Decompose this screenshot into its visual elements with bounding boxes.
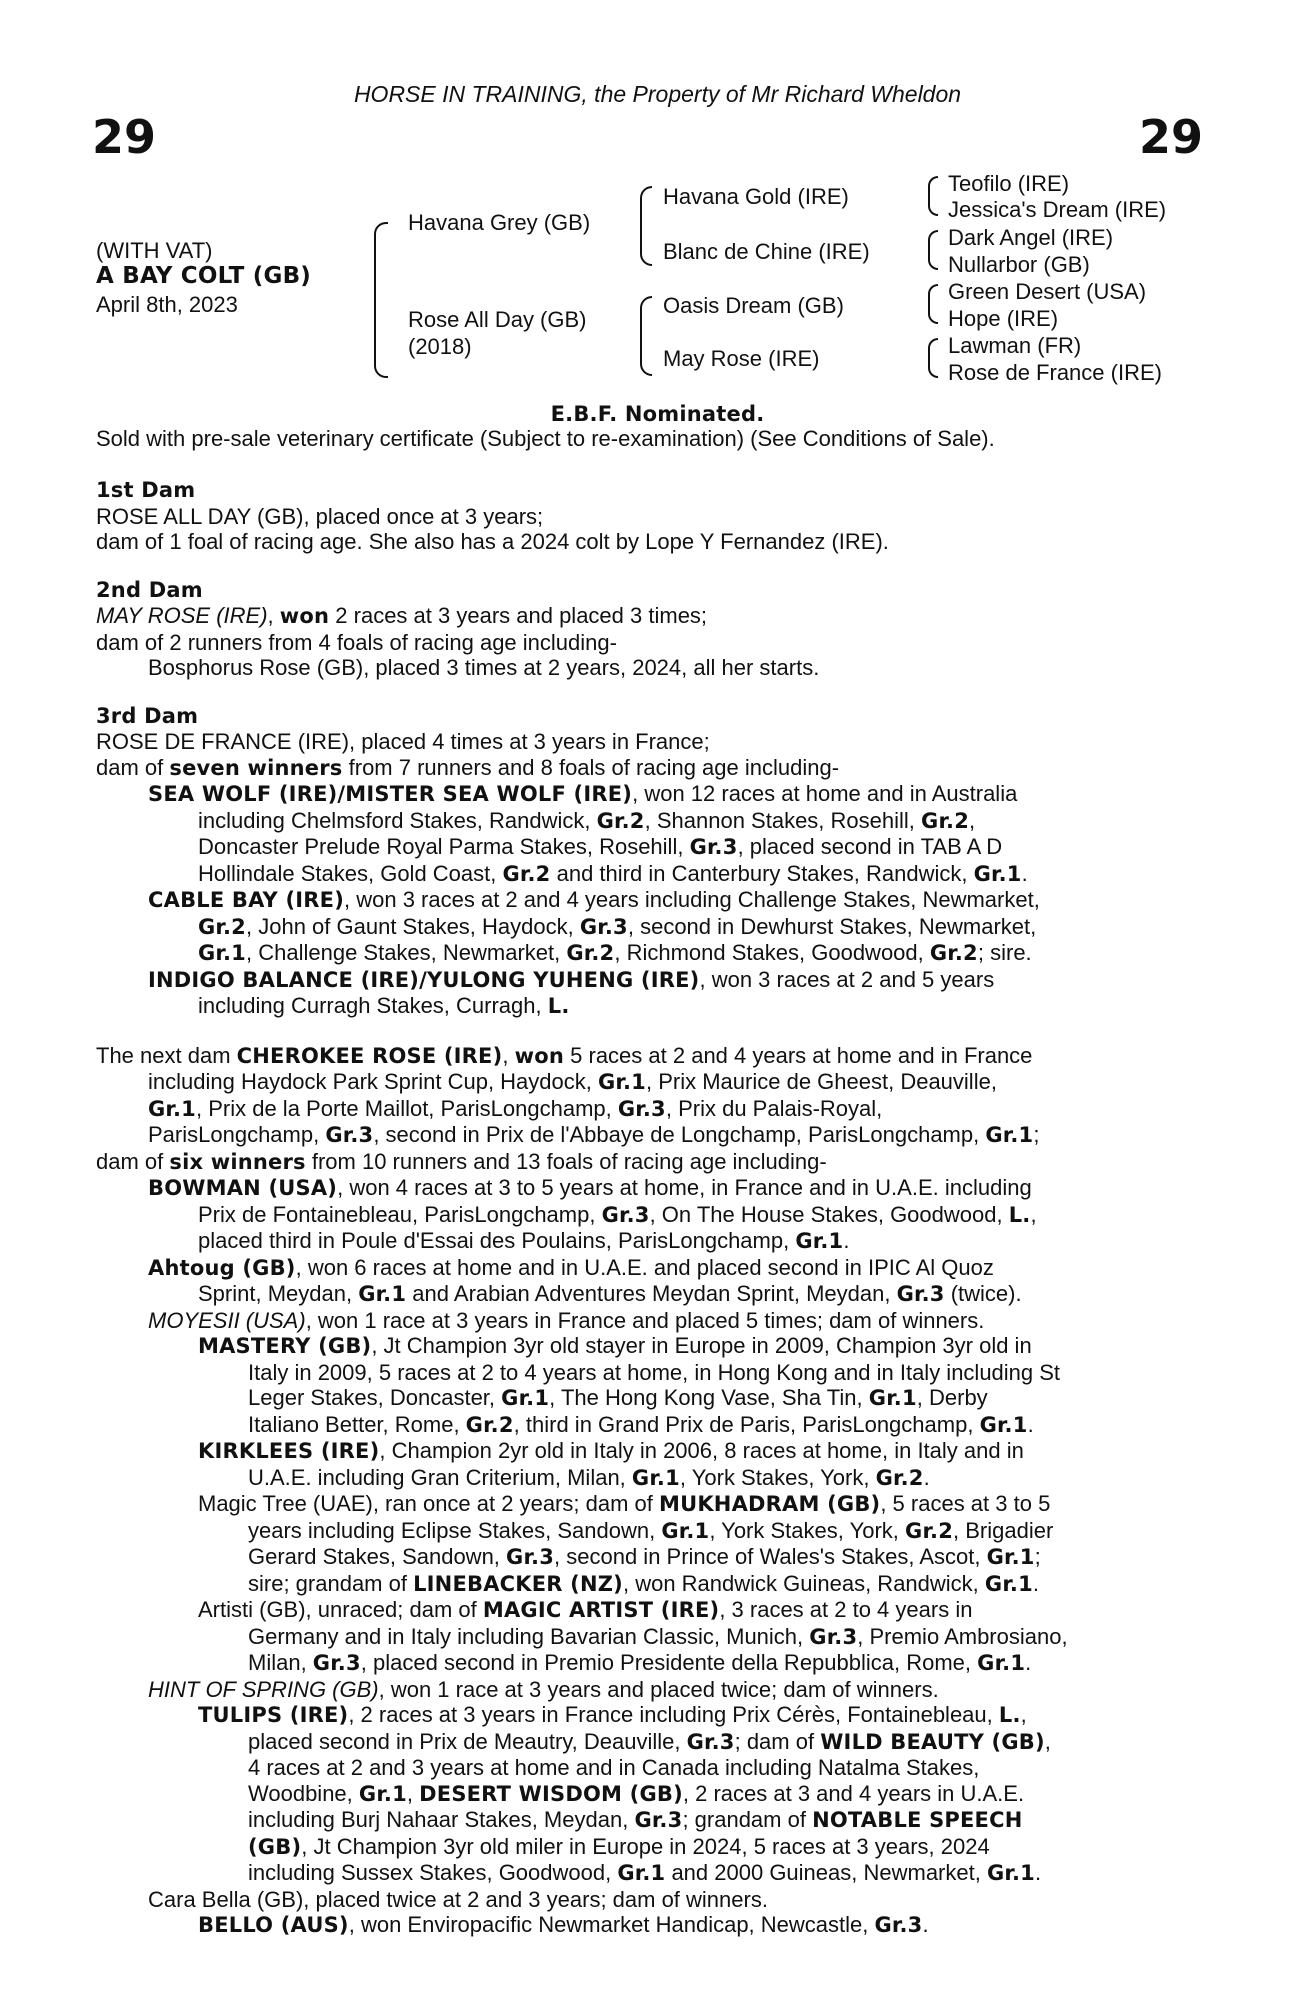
text-run: , York Stakes, York, <box>709 1517 906 1543</box>
sire-dam: Blanc de Chine (IRE) <box>663 239 870 264</box>
next-dam-line <box>96 1149 1206 1176</box>
text-run: from 10 runners and 13 foals of racing age including- <box>305 1148 827 1174</box>
bold-text: NOTABLE SPEECH <box>812 1808 1023 1832</box>
bold-text: L. <box>998 1703 1021 1727</box>
bold-text: Gr.2 <box>875 1465 924 1490</box>
text-run: , Challenge Stakes, Newmarket, <box>246 940 567 965</box>
winner-name: BOWMAN (USA) <box>148 1176 338 1200</box>
text-run: , 2 races at 3 years in France including Prix Cérès, Fontainebleau, <box>348 1702 999 1727</box>
winner-name: MUKHADRAM (GB) <box>658 1492 881 1516</box>
vat-note: (WITH VAT) <box>96 238 213 263</box>
text-run: , won 3 races at 2 and 4 years including Challenge Stakes, Newmarket, <box>344 887 1040 912</box>
text-run: 2 races at 3 years and placed 3 times; <box>329 603 708 628</box>
produce-line <box>96 1834 1206 1861</box>
bold-text: Gr.1 <box>358 1781 407 1806</box>
sire-name: Havana Grey (GB) <box>408 210 591 235</box>
produce-line <box>96 861 1206 888</box>
brace-ds <box>928 284 938 324</box>
spacer <box>96 1020 1206 1043</box>
produce-line <box>96 1491 1206 1518</box>
text-run: , won 1 race at 3 years and placed twice; dam of winners. <box>378 1676 939 1702</box>
second-dam-line: dam of 2 runners from 4 foals of racing age including- <box>96 629 617 655</box>
produce-line <box>96 834 1206 861</box>
bold-text: Gr.1 <box>661 1518 710 1543</box>
bold-text: Gr.3 <box>686 1729 735 1754</box>
text-run: , second in Prix de l'Abbaye de Longchamp, ParisLongchamp, <box>373 1122 986 1147</box>
dam-produce-record <box>96 478 1206 1939</box>
text-run: , Derby <box>916 1385 988 1410</box>
text-run: Woodbine, <box>248 1780 359 1806</box>
next-dam-line <box>96 1122 1206 1149</box>
first-dam-line: ROSE ALL DAY (GB), placed once at 3 years; <box>96 503 544 529</box>
produce-line <box>96 1255 1206 1282</box>
text-run: , Prix de la Porte Maillot, ParisLongchamp, <box>196 1095 618 1121</box>
dam-year: (2018) <box>408 334 472 359</box>
winner-name: KIRKLEES (IRE) <box>198 1439 380 1463</box>
second-dam-line <box>96 603 1206 630</box>
bold-text: Gr.3 <box>896 1282 945 1306</box>
text-run: Hollindale Stakes, Gold Coast, <box>198 860 503 886</box>
winner-name: BELLO (AUS) <box>198 1913 349 1937</box>
text-run: dam of <box>96 754 170 780</box>
text-run: , Champion 2yr old in Italy in 2006, 8 races at home, in Italy and in <box>379 1438 1024 1463</box>
dsd: Hope (IRE) <box>948 306 1059 331</box>
winner-name: SEA WOLF (IRE)/MISTER SEA WOLF (IRE) <box>148 782 633 806</box>
text-run: Magic Tree (UAE), ran once at 2 years; dam of <box>198 1491 659 1516</box>
winner-name: MASTERY (GB) <box>198 1334 372 1358</box>
produce-line <box>96 1702 1206 1729</box>
text-run: , On The House Stakes, Goodwood, <box>649 1201 1009 1227</box>
lot-number-left: 29 <box>92 110 157 164</box>
brace-dam <box>640 296 652 376</box>
bold-text: Gr.1 <box>973 861 1022 886</box>
dam-dam: May Rose (IRE) <box>663 346 820 371</box>
first-dam-line: dam of 1 foal of racing age. She also has a 2024 colt by Lope Y Fernandez (IRE). <box>96 529 889 554</box>
text-run: 5 races at 2 and 4 years at home and in France <box>564 1042 1033 1068</box>
produce-line <box>96 1912 1206 1939</box>
next-dam-line <box>96 1096 1206 1123</box>
bold-text: Gr.3 <box>617 1096 666 1121</box>
horse-name: A BAY COLT (GB) <box>96 263 312 289</box>
text-run: , York Stakes, York, <box>679 1464 876 1490</box>
bold-text: DESERT WISDOM (GB) <box>419 1781 683 1806</box>
text-run: , Shannon Stakes, Rosehill, <box>644 807 922 833</box>
bold-text: Gr.1 <box>979 1412 1028 1437</box>
produce-line <box>96 1518 1206 1545</box>
text-run: including Curragh Stakes, Curragh, <box>198 993 548 1018</box>
text-run: and 2000 Guineas, Newmarket, <box>665 1860 987 1885</box>
bold-text: Gr.2 <box>921 808 970 833</box>
text-run: , won Enviropacific Newmarket Handicap, Newcastle, <box>348 1912 875 1937</box>
text-run: , second in Dewhurst Stakes, Newmarket, <box>627 913 1037 939</box>
text-run: . <box>843 1228 850 1253</box>
bold-text: won <box>514 1043 565 1068</box>
bold-text: Gr.3 <box>312 1651 361 1675</box>
text-run: including Haydock Park Sprint Cup, Haydock, <box>148 1069 598 1094</box>
text-run: placed third in Poule d'Essai des Poulains, ParisLongchamp, <box>198 1228 796 1253</box>
next-dam-line <box>96 1043 1206 1070</box>
produce-line <box>96 1175 1206 1202</box>
bold-text: Gr.2 <box>465 1412 514 1437</box>
dam-name: HINT OF SPRING (GB) <box>148 1676 379 1702</box>
sire-sire: Havana Gold (IRE) <box>663 184 849 209</box>
dss: Green Desert (USA) <box>948 279 1147 304</box>
bold-text: Gr.1 <box>148 1096 196 1121</box>
dam-sire: Oasis Dream (GB) <box>663 293 844 318</box>
text-run: ; dam of <box>734 1728 821 1754</box>
text-run: , Premio Ambrosiano, <box>857 1623 1068 1649</box>
text-run: including Burj Nahaar Stakes, Meydan, <box>248 1807 635 1832</box>
bold-text: Gr.1 <box>631 1465 680 1490</box>
winner-name: INDIGO BALANCE (IRE)/YULONG YUHENG (IRE) <box>148 967 700 992</box>
text-run: from 7 runners and 8 foals of racing age including- <box>342 754 840 780</box>
text-run: . <box>922 1912 929 1937</box>
text-run: including Sussex Stakes, Goodwood, <box>248 1860 618 1885</box>
spacer <box>96 555 1206 578</box>
bold-text: Gr.3 <box>634 1808 683 1832</box>
bold-text: (GB) <box>248 1834 302 1859</box>
sds: Dark Angel (IRE) <box>948 225 1114 250</box>
produce-line: Cara Bella (GB), placed twice at 2 and 3 years; dam of winners. <box>148 1886 768 1912</box>
bold-text: Gr.1 <box>198 941 246 965</box>
produce-line <box>96 967 1206 994</box>
produce-line <box>96 1781 1206 1808</box>
spacer <box>96 681 1206 704</box>
bold-text: Gr.3 <box>601 1202 650 1227</box>
bold-text: Gr.2 <box>929 941 978 965</box>
lot-number-right: 29 <box>1138 110 1203 164</box>
text-run: Sprint, Meydan, <box>198 1281 359 1306</box>
text-run: , <box>406 1780 420 1806</box>
bold-text: Gr.2 <box>566 941 615 965</box>
produce-line <box>96 993 1206 1020</box>
text-run: , 2 races at 3 and 4 years in U.A.E. <box>682 1780 1025 1806</box>
bold-text: Gr.1 <box>358 1282 407 1306</box>
bold-text: L. <box>547 994 570 1018</box>
dam-name: MAY ROSE (IRE) <box>96 603 268 628</box>
text-run: sire; grandam of <box>248 1570 414 1596</box>
bold-text: Gr.3 <box>506 1545 555 1569</box>
text-run: years including Eclipse Stakes, Sandown, <box>248 1517 662 1543</box>
produce-line <box>96 887 1206 914</box>
next-dam-line <box>96 1069 1206 1096</box>
bold-text: Gr.1 <box>985 1123 1034 1147</box>
text-run: . <box>1034 1860 1042 1885</box>
text-run: . <box>1027 1411 1034 1437</box>
bold-text: Gr.1 <box>501 1386 550 1410</box>
text-run: , <box>969 807 976 833</box>
produce-line <box>96 1465 1206 1492</box>
bold-text: Gr.1 <box>795 1229 844 1253</box>
text-run: , won 12 races at home and in Australia <box>632 781 1018 806</box>
produce-line <box>96 1385 1206 1412</box>
produce-line <box>96 1571 1206 1598</box>
produce-line <box>96 1228 1206 1255</box>
produce-line <box>96 940 1206 967</box>
sdd: Nullarbor (GB) <box>948 252 1090 277</box>
text-run: Milan, <box>248 1650 313 1675</box>
text-run: , placed second in Premio Presidente della Repubblica, Rome, <box>360 1650 978 1675</box>
text-run: dam of <box>96 1148 170 1174</box>
produce-line <box>96 1202 1206 1229</box>
produce-line <box>96 1308 1206 1334</box>
text-run: , <box>502 1042 515 1068</box>
text-run: Gerard Stakes, Sandown, <box>248 1544 507 1569</box>
third-dam-heading: 3rd Dam <box>96 703 199 728</box>
text-run: ; grandam of <box>682 1807 813 1832</box>
bold-text: L. <box>1008 1202 1031 1227</box>
produce-line <box>96 1860 1206 1887</box>
text-run: , Prix du Palais-Royal, <box>665 1095 883 1121</box>
produce-line <box>96 1624 1206 1651</box>
bold-text: WILD BEAUTY (GB) <box>820 1729 1045 1754</box>
text-run: , <box>1020 1702 1027 1727</box>
produce-line <box>96 914 1206 941</box>
text-run: U.A.E. including Gran Criterium, Milan, <box>248 1464 632 1490</box>
text-run: . <box>1032 1570 1040 1596</box>
produce-line <box>96 1597 1206 1624</box>
produce-line <box>96 808 1206 835</box>
text-run: Doncaster Prelude Royal Parma Stakes, Rosehill, <box>198 834 690 859</box>
text-run: , Brigadier <box>953 1517 1054 1543</box>
second-dam-line: Bosphorus Rose (GB), placed 3 times at 2 years, 2024, all her starts. <box>148 655 820 680</box>
text-run: Italiano Better, Rome, <box>248 1411 466 1437</box>
text-run: and third in Canterbury Stakes, Randwick, <box>550 860 974 886</box>
text-run: , John of Gaunt Stakes, Haydock, <box>246 913 580 939</box>
text-run: . <box>1021 860 1028 886</box>
ssd: Jessica's Dream (IRE) <box>948 197 1167 222</box>
bold-text: Gr.1 <box>977 1651 1026 1675</box>
text-run: Prix de Fontainebleau, ParisLongchamp, <box>198 1201 602 1227</box>
brace-sd <box>928 230 938 270</box>
text-run: , Jt Champion 3yr old stayer in Europe in 2009, Champion 3yr old in <box>371 1333 1032 1358</box>
text-run: , won 1 race at 3 years in France and placed 5 times; dam of winners. <box>305 1307 985 1333</box>
bold-text: six winners <box>169 1149 306 1174</box>
third-dam-line: ROSE DE FRANCE (IRE), placed 4 times at 3 years in France; <box>96 729 710 754</box>
bold-text: Gr.2 <box>596 808 645 833</box>
text-run: . <box>1025 1650 1032 1675</box>
text-run: , <box>1044 1728 1051 1754</box>
ebf-note: E.B.F. Nominated. <box>550 402 765 426</box>
text-run: , Richmond Stakes, Goodwood, <box>614 940 930 965</box>
bold-text: seven winners <box>169 755 343 780</box>
dam-name: MOYESII (USA) <box>148 1307 306 1333</box>
text-run: Germany and in Italy including Bavarian Classic, Munich, <box>248 1623 810 1649</box>
text-run: , <box>267 603 280 628</box>
text-run: , third in Grand Prix de Paris, ParisLongchamp, <box>513 1411 980 1437</box>
bold-text: Gr.1 <box>617 1861 666 1885</box>
bold-text: LINEBACKER (NZ) <box>413 1571 623 1596</box>
bold-text: Gr.1 <box>986 1861 1035 1885</box>
bold-text: Gr.3 <box>874 1913 923 1937</box>
foaling-date: April 8th, 2023 <box>96 292 238 317</box>
winner-name: MAGIC ARTIST (IRE) <box>482 1598 720 1622</box>
text-run: , placed second in TAB A D <box>737 834 1003 859</box>
text-run: Leger Stakes, Doncaster, <box>248 1385 502 1410</box>
third-dam-line <box>96 755 1206 782</box>
dam-name: Rose All Day (GB) <box>408 307 587 332</box>
text-run: , 3 races at 2 to 4 years in <box>719 1597 973 1622</box>
bold-text: Gr.1 <box>986 1545 1035 1569</box>
first-dam-heading: 1st Dam <box>96 478 196 502</box>
text-run: , <box>1030 1201 1037 1227</box>
bold-text: Gr.1 <box>598 1070 646 1094</box>
text-run: , won 6 races at home and in U.A.E. and placed second in IPIC Al Quoz <box>295 1254 994 1280</box>
winner-name: TULIPS (IRE) <box>198 1703 349 1727</box>
won-label: won <box>279 604 330 628</box>
produce-line <box>96 1544 1206 1571</box>
bold-text: Gr.1 <box>984 1571 1033 1596</box>
text-run: , won 4 races at 3 to 5 years at home, in France and in U.A.E. including <box>337 1175 1032 1200</box>
sss: Teofilo (IRE) <box>948 171 1070 196</box>
text-run: , Prix Maurice de Gheest, Deauville, <box>646 1069 997 1094</box>
produce-line <box>96 1333 1206 1360</box>
text-run: ; sire. <box>977 940 1032 965</box>
produce-line <box>96 1729 1206 1756</box>
produce-line <box>96 1281 1206 1308</box>
text-run: The next dam <box>96 1042 237 1068</box>
text-run: ; <box>1033 1122 1040 1147</box>
text-run: (twice). <box>944 1281 1022 1306</box>
bold-text: Gr.2 <box>502 861 551 886</box>
text-run: including Chelmsford Stakes, Randwick, <box>198 807 597 833</box>
text-run: , Jt Champion 3yr old miler in Europe in 2024, 5 races at 3 years, 2024 <box>301 1833 990 1859</box>
bold-text: Gr.1 <box>868 1386 917 1410</box>
bold-text: Gr.3 <box>579 914 628 939</box>
bold-text: Gr.3 <box>325 1123 374 1147</box>
produce-line: Italy in 2009, 5 races at 2 to 4 years at home, in Hong Kong and in Italy including St <box>248 1359 1061 1385</box>
next-dam-name: CHEROKEE ROSE (IRE) <box>236 1043 503 1068</box>
brace-ss <box>928 176 938 216</box>
produce-line <box>96 1438 1206 1465</box>
text-run: Artisti (GB), unraced; dam of <box>198 1597 483 1622</box>
bold-text: Gr.3 <box>809 1624 858 1649</box>
produce-line <box>96 1650 1206 1677</box>
page-header: HORSE IN TRAINING, the Property of Mr Richard Wheldon <box>353 81 962 107</box>
text-run: , second in Prince of Wales's Stakes, Ascot, <box>554 1544 987 1569</box>
vet-note: Sold with pre-sale veterinary certificate (Subject to re-examination) (See Conditions of Sale). <box>96 426 995 451</box>
produce-line <box>96 781 1206 808</box>
ddd: Rose de France (IRE) <box>948 360 1162 385</box>
text-run: placed second in Prix de Meautry, Deauville, <box>248 1728 687 1754</box>
bold-text: Gr.2 <box>905 1518 954 1543</box>
brace-sire <box>640 186 652 266</box>
text-run: ; <box>1034 1544 1041 1569</box>
text-run: , won 3 races at 2 and 5 years <box>699 966 995 992</box>
winner-name: CABLE BAY (IRE) <box>148 888 344 912</box>
produce-line <box>96 1412 1206 1439</box>
dds: Lawman (FR) <box>948 333 1082 358</box>
text-run: , won Randwick Guineas, Randwick, <box>622 1570 985 1596</box>
bold-text: Gr.3 <box>689 835 738 859</box>
brace-dd <box>928 338 938 378</box>
produce-line: 4 races at 2 and 3 years at home and in Canada including Natalma Stakes, <box>248 1755 980 1780</box>
text-run: and Arabian Adventures Meydan Sprint, Meydan, <box>406 1281 897 1306</box>
produce-line <box>96 1677 1206 1703</box>
second-dam-heading: 2nd Dam <box>96 577 203 602</box>
winner-name: Ahtoug (GB) <box>148 1255 296 1280</box>
text-run: , 5 races at 3 to 5 <box>880 1491 1051 1516</box>
text-run: ParisLongchamp, <box>148 1122 326 1147</box>
text-run: . <box>923 1464 930 1490</box>
bold-text: Gr.2 <box>198 914 246 939</box>
produce-line <box>96 1807 1206 1834</box>
text-run: , The Hong Kong Vase, Sha Tin, <box>549 1385 869 1410</box>
brace-main <box>374 222 388 378</box>
